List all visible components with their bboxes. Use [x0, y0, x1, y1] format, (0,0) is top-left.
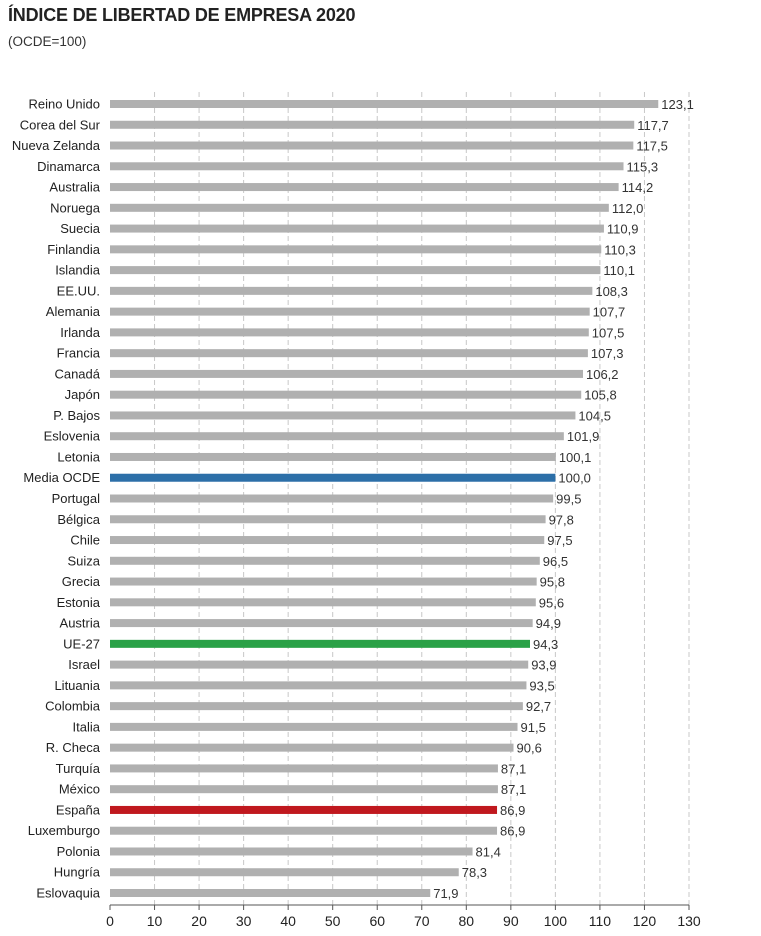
bar-italia — [110, 723, 518, 731]
value-label-luxemburgo: 86,9 — [500, 823, 526, 839]
value-label-dinamarca: 115,3 — [626, 159, 659, 175]
category-label-hungria: Hungría — [53, 864, 100, 880]
category-label-colombia: Colombia — [45, 698, 100, 714]
bar-noruega — [110, 204, 609, 212]
bar-portugal — [110, 495, 553, 503]
value-label-lituania: 93,5 — [529, 678, 555, 694]
category-label-ue-27: UE-27 — [63, 636, 100, 652]
value-label-colombia: 92,7 — [525, 699, 552, 715]
x-tick-label-40: 40 — [280, 913, 296, 929]
x-tick-label-120: 120 — [632, 913, 657, 929]
category-label-israel: Israel — [68, 657, 100, 673]
x-tick-label-60: 60 — [369, 913, 386, 929]
bar-p-bajos — [110, 411, 575, 419]
x-tick-label-80: 80 — [458, 913, 475, 929]
value-label-austria: 94,9 — [535, 616, 561, 632]
category-label-media-ocde: Media OCDE — [23, 470, 100, 486]
x-tick-label-110: 110 — [588, 913, 612, 929]
value-label-turquia: 87,1 — [500, 761, 527, 777]
category-label-reino-unido: Reino Unido — [28, 96, 100, 112]
bar-mexico — [110, 785, 498, 793]
category-label-eslovaquia: Eslovaquia — [36, 885, 100, 901]
value-label-islandia: 110,1 — [603, 263, 635, 279]
bar-alemania — [110, 308, 590, 316]
value-label-noruega: 112,0 — [611, 200, 644, 216]
x-tick-label-50: 50 — [324, 913, 341, 929]
x-tick-label-30: 30 — [235, 913, 252, 929]
value-label-eslovenia: 101,9 — [566, 429, 600, 445]
chart-title: ÍNDICE DE LIBERTAD DE EMPRESA 2020 — [8, 5, 356, 25]
category-labels — [12, 97, 101, 901]
bar-letonia — [110, 453, 556, 461]
category-label-canada: Canadá — [54, 366, 100, 382]
value-label-australia: 114,2 — [621, 180, 654, 196]
value-label-canada: 106,2 — [585, 366, 619, 382]
bar-polonia — [110, 847, 473, 855]
category-label-luxemburgo: Luxemburgo — [27, 823, 100, 839]
bar-japon — [110, 391, 581, 399]
bar-irlanda — [110, 328, 589, 336]
value-label-irlanda: 107,5 — [591, 325, 625, 341]
bar-eslovaquia — [110, 889, 430, 897]
value-label-p-bajos: 104,5 — [578, 408, 611, 424]
value-label-chile: 97,5 — [547, 533, 573, 549]
category-label-austria: Austria — [59, 615, 100, 631]
bar-estonia — [110, 598, 536, 606]
category-label-francia: Francia — [56, 345, 100, 361]
bar-chile — [110, 536, 544, 544]
category-label-irlanda: Irlanda — [60, 324, 100, 340]
value-label-belgica: 97,8 — [548, 512, 574, 528]
bar-finlandia — [110, 245, 601, 253]
category-label-estonia: Estonia — [56, 594, 100, 610]
bar-ue-27 — [110, 640, 530, 648]
category-label-portugal: Portugal — [51, 491, 100, 506]
value-label-corea-del-sur: 117,7 — [637, 117, 669, 133]
value-label-r-checa: 90,6 — [516, 740, 542, 756]
x-axis — [106, 905, 701, 929]
value-label-francia: 107,3 — [590, 346, 624, 362]
bar-nueva-zelanda — [110, 142, 633, 150]
x-tick-label-70: 70 — [413, 913, 430, 929]
bar-dinamarca — [110, 162, 624, 170]
category-label-alemania: Alemania — [45, 304, 100, 320]
category-label-letonia: Letonia — [57, 449, 100, 465]
category-label-ee-uu: EE.UU. — [56, 283, 100, 299]
x-tick-label-100: 100 — [543, 913, 568, 929]
bar-espana — [110, 806, 497, 814]
bar-corea-del-sur — [110, 121, 634, 129]
category-label-turquia: Turquía — [55, 760, 100, 776]
value-label-portugal: 99,5 — [556, 491, 582, 507]
value-label-israel: 93,9 — [531, 657, 557, 673]
bar-reino-unido — [110, 100, 658, 108]
value-label-mexico: 87,1 — [500, 782, 527, 798]
value-label-japon: 105,8 — [584, 387, 617, 403]
category-label-espana: España — [55, 802, 100, 818]
bar-colombia — [110, 702, 523, 710]
bar-ee-uu — [110, 287, 592, 295]
category-label-polonia: Polonia — [56, 843, 100, 859]
bar-grecia — [110, 578, 537, 586]
bar-luxemburgo — [110, 827, 497, 835]
value-label-suecia: 110,9 — [606, 221, 639, 237]
value-label-italia: 91,5 — [520, 719, 546, 735]
category-label-suecia: Suecia — [60, 221, 100, 237]
x-tick-label-0: 0 — [106, 913, 114, 929]
category-label-eslovenia: Eslovenia — [43, 428, 100, 444]
x-tick-label-130: 130 — [677, 913, 701, 929]
value-label-espana: 86,9 — [500, 802, 526, 818]
bar-turquia — [110, 764, 498, 772]
x-tick-label-10: 10 — [146, 913, 163, 929]
category-label-nueva-zelanda: Nueva Zelanda — [11, 138, 100, 154]
category-label-islandia: Islandia — [55, 262, 100, 278]
category-label-mexico: México — [58, 781, 100, 797]
category-label-lituania: Lituania — [54, 677, 100, 693]
bar-austria — [110, 619, 533, 627]
category-label-corea-del-sur: Corea del Sur — [19, 117, 100, 133]
category-label-suiza: Suiza — [67, 553, 100, 569]
value-label-suiza: 96,5 — [542, 553, 569, 569]
value-label-polonia: 81,4 — [475, 844, 501, 860]
category-label-grecia: Grecia — [61, 574, 100, 590]
bar-canada — [110, 370, 583, 378]
category-label-chile: Chile — [70, 532, 100, 548]
bar-suiza — [110, 557, 540, 565]
bar-eslovenia — [110, 432, 564, 440]
bar-francia — [110, 349, 588, 357]
category-label-belgica: Bélgica — [57, 511, 100, 527]
value-label-letonia: 100,1 — [558, 449, 592, 465]
category-label-finlandia: Finlandia — [47, 241, 100, 257]
value-label-hungria: 78,3 — [461, 865, 488, 881]
bar-australia — [110, 183, 619, 191]
bar-hungria — [110, 868, 459, 876]
category-label-noruega: Noruega — [50, 200, 100, 216]
x-tick-label-90: 90 — [503, 913, 519, 929]
value-label-ue-27: 94,3 — [532, 636, 559, 652]
value-label-grecia: 95,8 — [539, 574, 565, 590]
bar-lituania — [110, 681, 526, 689]
chart-subtitle: (OCDE=100) — [8, 34, 87, 49]
x-tick-label-20: 20 — [191, 913, 207, 929]
category-label-dinamarca: Dinamarca — [37, 158, 100, 174]
bar-islandia — [110, 266, 600, 274]
value-label-finlandia: 110,3 — [604, 242, 636, 258]
bar-israel — [110, 661, 528, 669]
category-label-japon: Japón — [64, 387, 100, 403]
value-label-reino-unido: 123,1 — [661, 97, 694, 112]
category-label-r-checa: R. Checa — [45, 740, 100, 756]
value-label-ee-uu: 108,3 — [595, 283, 628, 299]
value-label-estonia: 95,6 — [538, 595, 565, 611]
bar-r-checa — [110, 744, 514, 752]
value-label-alemania: 107,7 — [592, 304, 626, 320]
value-label-eslovaquia: 71,9 — [433, 886, 459, 901]
category-label-australia: Australia — [49, 179, 100, 195]
value-label-nueva-zelanda: 117,5 — [636, 138, 668, 154]
value-label-media-ocde: 100,0 — [558, 470, 591, 486]
bar-belgica — [110, 515, 546, 523]
bar-media-ocde — [110, 474, 555, 482]
bar-suecia — [110, 225, 604, 233]
category-label-italia: Italia — [72, 719, 100, 735]
category-label-p-bajos: P. Bajos — [53, 407, 100, 423]
